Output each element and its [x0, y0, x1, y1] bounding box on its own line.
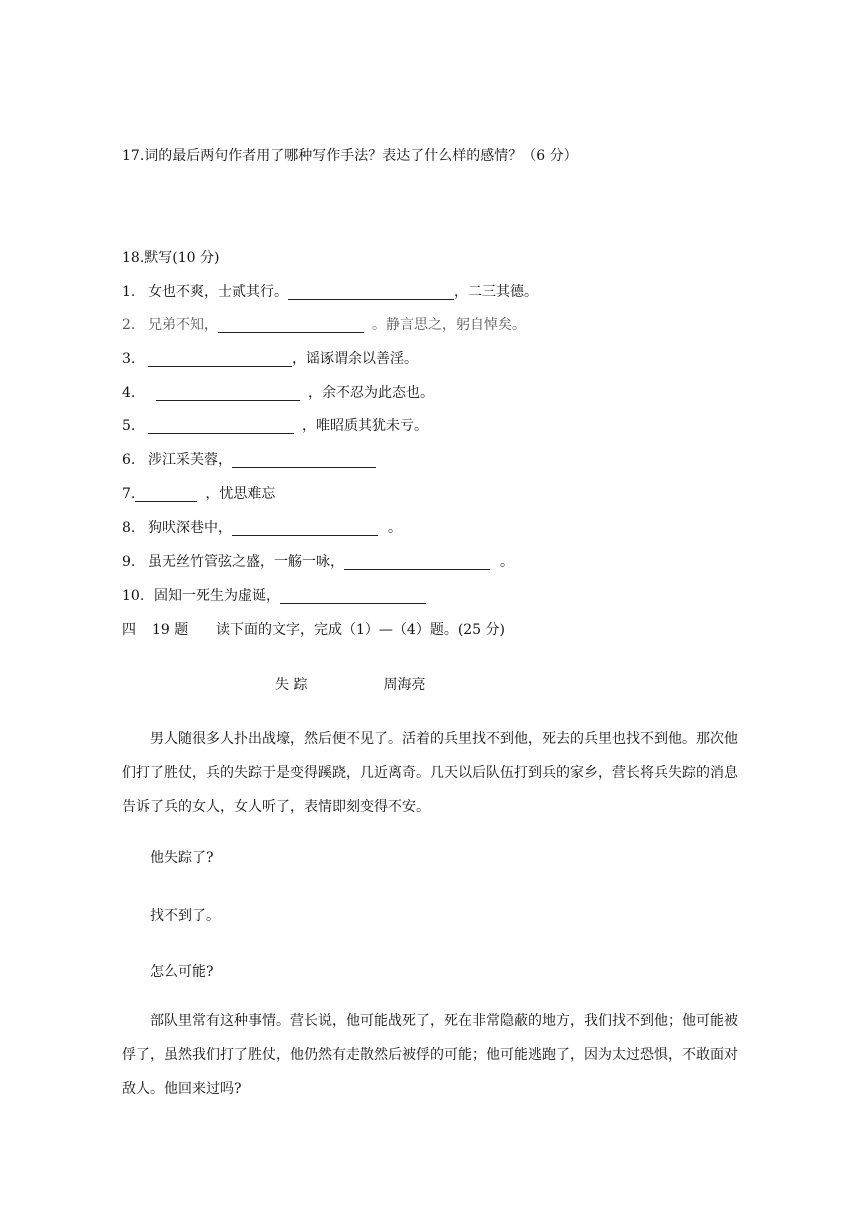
dictation-item-7	[122, 484, 275, 504]
item-number: 8.	[122, 520, 136, 536]
answer-blank[interactable]	[288, 284, 454, 300]
answer-blank[interactable]	[148, 418, 294, 434]
answer-blank[interactable]	[156, 385, 300, 401]
question-18-header: 18.默写(10 分)	[122, 250, 220, 266]
story-paragraph: 他失踪了?	[150, 850, 214, 866]
item-text-after: ，谣诼谓余以善淫。	[292, 351, 418, 367]
dictation-item-5	[122, 416, 428, 436]
item-number: 10.	[122, 588, 145, 604]
story-heading	[275, 675, 425, 695]
item-text-after: 。静言思之，躬自悼矣。	[372, 317, 526, 333]
section-instruction: 读下面的文字，完成（1）—（4）题。(25 分)	[216, 622, 506, 638]
answer-blank[interactable]	[344, 554, 490, 570]
item-number: 6.	[122, 452, 136, 468]
dictation-item-8	[122, 518, 402, 538]
dictation-item-9	[122, 552, 514, 572]
dictation-item-4	[122, 383, 434, 403]
answer-blank[interactable]	[280, 588, 426, 604]
dictation-item-2	[122, 315, 526, 335]
dictation-item-6	[122, 450, 376, 470]
item-number: 4.	[122, 385, 136, 401]
question-17: 17.词的最后两句作者用了哪种写作手法？表达了什么样的感情？（6 分）	[122, 148, 578, 164]
answer-blank[interactable]	[232, 452, 376, 468]
section-label: 四	[122, 622, 136, 638]
item-text-before: 虽无丝竹管弦之盛，一觞一咏，	[148, 554, 344, 570]
story-author: 周海亮	[383, 677, 426, 693]
item-text-after: 。	[388, 520, 402, 536]
item-number: 7.	[122, 486, 136, 502]
dictation-item-1	[122, 282, 538, 302]
section-question-number: 19 题	[152, 622, 189, 638]
item-text-before: 女也不爽，士贰其行。	[148, 284, 288, 300]
item-number: 3.	[122, 351, 136, 367]
item-text-after: ，二三其德。	[454, 284, 538, 300]
item-number: 2.	[122, 317, 136, 333]
answer-blank[interactable]	[135, 486, 197, 502]
dictation-item-10	[122, 586, 426, 606]
item-number: 9.	[122, 554, 136, 570]
answer-blank[interactable]	[232, 520, 378, 536]
story-paragraph: 男人随很多人扑出战壕，然后便不见了。活着的兵里找不到他，死去的兵里也找不到他。那次他们打了胜仗，兵的失踪于是变得蹊跷，几近离奇。几天以后队伍打到兵的家乡，营长将兵失踪的消息告诉了兵的女人，女人听了，表情即刻变得不安。	[122, 731, 738, 815]
item-number: 1.	[122, 284, 136, 300]
item-text-before: 固知一死生为虚诞，	[154, 588, 280, 604]
story-paragraph: 怎么可能?	[150, 964, 214, 980]
item-text-after: ，余不忍为此态也。	[308, 385, 434, 401]
item-text-before: 兄弟不知，	[148, 317, 218, 333]
story-title: 失 踪	[275, 677, 308, 693]
item-text-after: ，忧思难忘	[205, 486, 276, 502]
item-text-before: 狗吠深巷中，	[148, 520, 232, 536]
item-number: 5.	[122, 418, 136, 434]
dictation-item-3	[122, 349, 418, 369]
answer-blank[interactable]	[148, 351, 292, 367]
item-text-after: ，唯昭质其犹未亏。	[302, 418, 428, 434]
answer-blank[interactable]	[218, 317, 364, 333]
story-paragraph: 找不到了。	[150, 908, 220, 924]
story-paragraph: 部队里常有这种事情。营长说，他可能战死了，死在非常隐蔽的地方，我们找不到他；他可能被俘了，虽然我们打了胜仗，他仍然有走散然后被俘的可能；他可能逃跑了，因为太过恐惧，不敢面对敌人。他回来过吗?	[122, 1013, 738, 1097]
section-4-header	[122, 620, 505, 640]
item-text-after: 。	[500, 554, 514, 570]
item-text-before: 涉江采芙蓉，	[148, 452, 232, 468]
